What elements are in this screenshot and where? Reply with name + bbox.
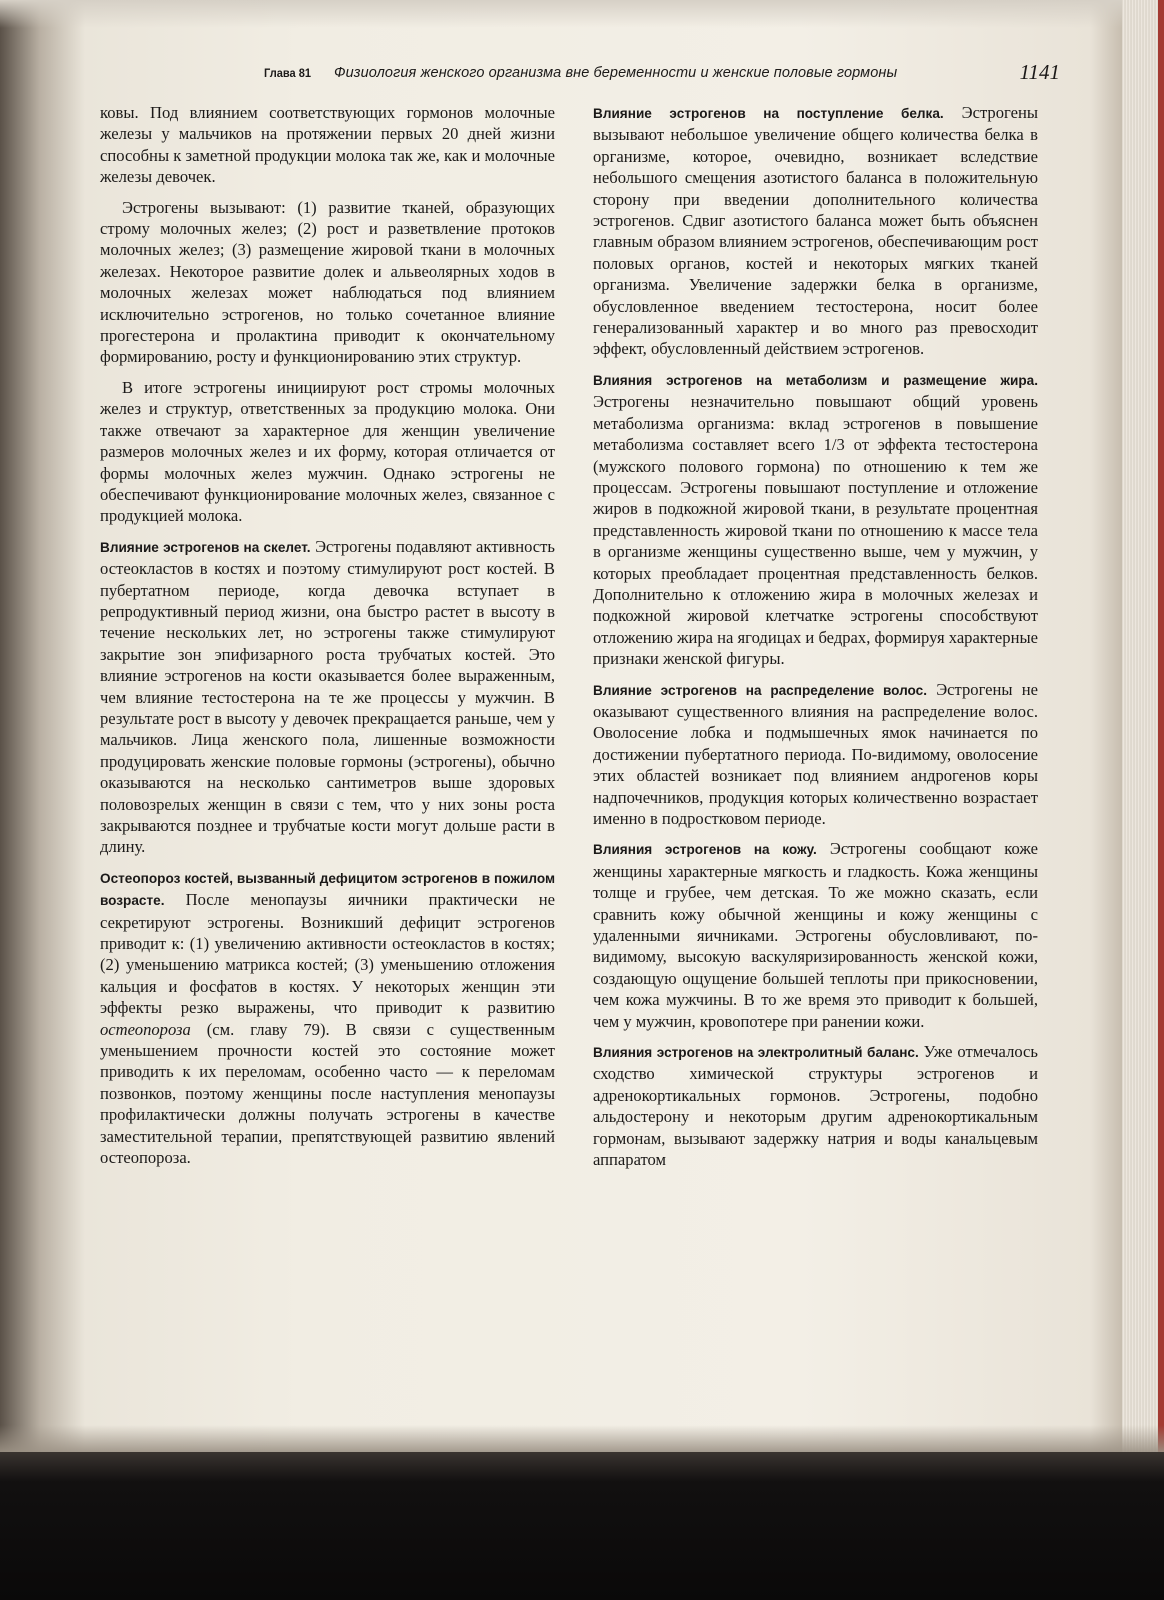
running-header <box>100 62 1060 88</box>
section-heading: Остеопороз костей, вызванный дефицитом эстрогенов в пожилом возрасте. <box>100 870 555 909</box>
section-heading: Влияния эстрогенов на метаболизм и размещение жира. <box>593 372 1038 388</box>
chapter-title: Физиология женского организма вне беременности и женские половые гормоны <box>334 65 898 81</box>
term-osteoporosis: остеопороза <box>100 1019 191 1039</box>
section-text: Эстрогены не оказывают существенного влияния на распределение волос. Оволосение лобка и подмышечных ямок начинается по достижении пубертатного периода. По-видимому, оволосение этих областей возникает под влиянием андрогенов коры надпочечников, продукция которых количественно возрастает именно в подростковом периоде. <box>593 679 1038 828</box>
section-text: Уже отмечалось сходство химической структуры эстрогенов и адренокортикальных гормонов. Эстрогены, подобно альдостерону и некоторым другим адренокортикальным гормонам, вызывают задержку натрия и воды канальцевым аппаратом <box>593 1042 1038 1170</box>
section-heading: Влияние эстрогенов на поступление белка. <box>593 106 944 121</box>
section-text: Эстрогены сообщают коже женщины характерные мягкость и гладкость. Кожа женщины толще и грубее, чем детская. То же можно сказать, если сравнить кожу обычной женщины и кожу женщины с удаленными яичниками. Эстрогены обусловливают, по-видимому, высокую васкуляризированность женской кожи, создающую ощущение большей теплоты при прикосновении, чем кожа мужчины. В то же время это приводит к большей, чем у мужчин, кровопотере при ранении кожи. <box>593 839 1038 1031</box>
section-text: После менопаузы яичники практически не секретируют эстрогены. Возникший дефицит эстрогенов приводит к: (1) увеличению активности остеокластов в костях; (2) уменьшению матрикса костей; (3) уменьшению отложения кальция и фосфатов в костях. У некоторых женщин эти эффекты резко выражены, что приводит к развитию <box>100 890 555 1018</box>
cover-edge <box>1158 0 1164 1460</box>
section-heading: Влияния эстрогенов на кожу. <box>593 842 817 858</box>
section-osteoporosis <box>100 867 555 1169</box>
section-electrolyte <box>593 1041 1038 1170</box>
section-heading: Влияние эстрогенов на распределение волос. <box>593 682 928 698</box>
scanner-background <box>0 1452 1164 1600</box>
section-skeleton <box>100 536 555 858</box>
section-text: Эстрогены незначительно повышают общий уровень метаболизма организма: вклад эстрогенов в повышение метаболизма составляет всего 1/3 от эффекта тестостерона (мужского полового гормона) по отношению к тем же процессам. Эстрогены повышают поступление и отложение жиров в подкожной жировой ткани, в результате процентная представленность жировой ткани по отношению к массе тела в организме женщины существенно выше, чем у мужчин, у которых преобладает процентная представленность белков. Дополнительно к отложению жира в молочных железах и подкожной жировой клетчатке эстрогены способствуют отложению жира на ягодицах и бедрах, формируя характерные признаки женской фигуры. <box>593 392 1038 669</box>
section-hair <box>593 679 1038 830</box>
page-number: 1141 <box>1019 60 1060 84</box>
section-text: Эстрогены подавляют активность остеокластов в костях и поэтому стимулируют рост костей. В пубертатном периоде, когда девочка вступает в репродуктивный период жизни, она быстро растет в высоту в течение нескольких лет, но эстрогены также стимулируют закрытие зон эпифизарного роста трубчатых костей. Это влияние эстрогенов на кости оказывается более выраженным, чем влияние тестостерона на те же процессы у мужчин. В результате рост в высоту у девочек прекращается раньше, чем у мальчиков. Лица женского пола, лишенные возможности продуцировать женские половые гормоны (эстрогены), обычно оказываются на несколько сантиметров выше здоровых половозрелых женщин в связи с тем, что у них зоны роста закрываются позднее и трубчатые кости могут дольше расти в длину. <box>100 536 555 857</box>
section-protein <box>593 102 1038 360</box>
section-heading: Влияние эстрогенов на скелет. <box>100 539 311 555</box>
section-text: (см. главу 79). В связи с существенным уменьшением прочности костей это состояние может приводить к их переломам, особенно часто — к переломам позвонков, поэтому женщины после наступления менопаузы профилактически должны получать эстрогены в качестве заместительной терапии, препятствующей развитию явлений остеопороза. <box>100 1019 556 1168</box>
section-fat-metabolism <box>593 369 1038 670</box>
paragraph: В итоге эстрогены инициируют рост стромы молочных желез и структур, ответственных за продукцию молока. Они также отвечают за характерное для женщин увеличение размеров молочных желез и их форму, которая отличается от формы молочных желез мужчин. Однако эстрогены не обеспечивают функционирование молочных желез, связанное с продукцией молока. <box>100 377 555 526</box>
page-bottom-shadow <box>0 1425 1164 1455</box>
right-column <box>593 102 1038 1180</box>
chapter-label: Глава 81 <box>264 66 311 80</box>
section-heading: Влияния эстрогенов на электролитный баланс. <box>593 1045 919 1061</box>
page-top-shadow <box>0 0 1164 28</box>
paragraph: Эстрогены вызывают: (1) развитие тканей, образующих строму молочных желез; (2) рост и разветвление протоков молочных желез; (3) размещение жировой ткани в молочных железах. Некоторое развитие долек и альвеолярных ходов в молочных железах может наблюдаться под влиянием исключительно эстрогенов, но только сочетанное влияние прогестерона и пролактина приводит к окончательному формированию, росту и функционированию этих структур. <box>100 197 555 367</box>
section-text: Эстрогены вызывают небольшое увеличение общего количества белка в организме, которое, очевидно, возникает вследствие небольшого смещения азотистого баланса в положительную сторону при введении дополнительного количества эстрогенов. Сдвиг азотистого баланса может быть объяснен главным образом влиянием эстрогенов, обеспечивающим рост половых органов, костей и некоторых мягких тканей организма. Увеличение задержки белка в организме, обусловленное введением тестостерона, носит более генерализованный характер и во много раз превосходит эффект, обусловленный действием эстрогенов. <box>593 103 1039 359</box>
paragraph: ковы. Под влиянием соответствующих гормонов молочные железы у мальчиков на протяжении первых 20 дней жизни способны к заметной продукции молока так же, как и молочные железы девочек. <box>100 103 555 187</box>
section-skin <box>593 838 1038 1032</box>
left-column <box>100 102 555 1178</box>
